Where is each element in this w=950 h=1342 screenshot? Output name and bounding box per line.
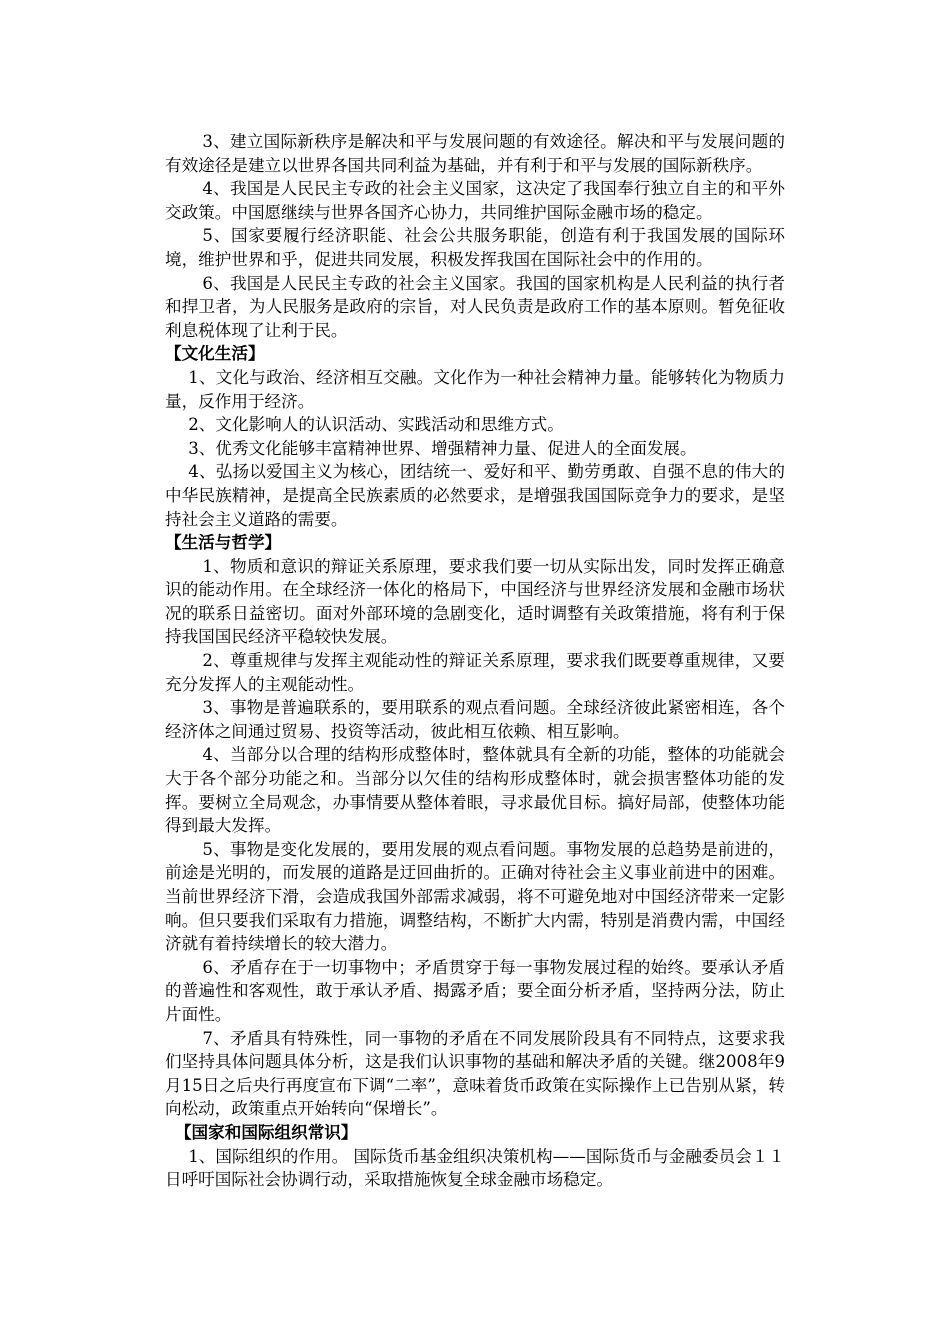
paragraph: 4、我国是人民民主专政的社会主义国家，这决定了我国奉行独立自主的和平外交政策。中国愿继续与世界各国齐心协力，共同维护国际金融市场的稳定。 xyxy=(165,179,785,222)
paragraph: 2、尊重规律与发挥主观能动性的辩证关系原理，要求我们既要尊重规律，又要充分发挥人的主观能动性。 xyxy=(165,651,785,694)
section-international-organizations xyxy=(165,1121,785,1192)
section-politics xyxy=(165,130,785,342)
paragraph: 7、矛盾具有特殊性，同一事物的矛盾在不同发展阶段具有不同特点，这要求我们坚持具体问题具体分析，这是我们认识事物的基础和解决矛盾的关键。继2008年9月15日之后央行再度宣布下调“二率”，意味着货币政策在实际操作上已告别从紧，转向松动，政策重点开始转向“保增长”。 xyxy=(165,1028,785,1119)
paragraph: 3、建立国际新秩序是解决和平与发展问题的有效途径。解决和平与发展问题的有效途径是建立以世界各国共同利益为基础，并有利于和平与发展的国际新秩序。 xyxy=(165,132,785,175)
paragraph: 1、文化与政治、经济相互交融。文化作为一种社会精神力量。能够转化为物质力量，反作用于经济。 xyxy=(165,367,785,411)
section-heading: 【文化生活】 xyxy=(165,343,265,364)
paragraph: 4、弘扬以爱国主义为核心，团结统一、爱好和平、勤劳勇敢、自强不息的伟大的中华民族精神，是提高全民族素质的必然要求，是增强我国国际竞争力的要求，是坚持社会主义道路的需要。 xyxy=(165,462,785,529)
section-philosophy xyxy=(165,531,785,1121)
paragraph: 2、文化影响人的认识活动、实践活动和思维方式。 xyxy=(188,415,564,435)
paragraph: 5、国家要履行经济职能、社会公共服务职能，创造有利于我国发展的国际环境，维护世界和乎，促进共同发展，积极发挥我国在国际社会中的作用的。 xyxy=(165,226,785,269)
paragraph: 3、优秀文化能够丰富精神世界、增强精神力量、促进人的全面发展。 xyxy=(188,438,697,458)
paragraph: 6、矛盾存在于一切事物中；矛盾贯穿于每一事物发展过程的始终。要承认矛盾的普遍性和客观性，敢于承认矛盾、揭露矛盾；要全面分析矛盾，坚持两分法，防止片面性。 xyxy=(165,957,785,1024)
paragraph: 1、物质和意识的辩证关系原理，要求我们要一切从实际出发，同时发挥正确意识的能动作用。在全球经济一体化的格局下，中国经济与世界经济发展和金融市场状况的联系日益密切。面对外部环境的急剧变化，适时调整有关政策措施，将有利于保持我国国民经济平稳较快发展。 xyxy=(165,556,785,647)
paragraph: 6、我国是人民民主专政的社会主义国家。我国的国家机构是人民利益的执行者和捍卫者，为人民服务是政府的宗旨，对人民负责是政府工作的基本原则。暂免征收利息税体现了让利于民。 xyxy=(165,273,785,340)
section-culture xyxy=(165,342,785,531)
section-heading: 【国家和国际组织常识】 xyxy=(174,1121,358,1142)
paragraph: 4、当部分以合理的结构形成整体时，整体就具有全新的功能，整体的功能就会大于各个部分功能之和。当部分以欠佳的结构形成整体时，就会损害整体功能的发挥。要树立全局观念，办事情要从整体着眼，寻求最优目标。搞好局部，使整体功能得到最大发挥。 xyxy=(165,745,785,836)
section-heading: 【生活与哲学】 xyxy=(165,532,282,553)
document-page xyxy=(165,130,785,1192)
paragraph: 1、国际组织的作用。 国际货币基金组织决策机构——国际货币与金融委员会１１日呼吁国际社会协调行动，采取措施恢复全球金融市场稳定。 xyxy=(165,1146,785,1190)
paragraph: 5、事物是变化发展的，要用发展的观点看问题。事物发展的总趋势是前进的，前途是光明的，而发展的道路是迂回曲折的。正确对待社会主义事业前进中的困难。当前世界经济下滑，会造成我国外部需求减弱，将不可避免地对中国经济带来一定影响。但只要我们采取有力措施，调整结构，不断扩大内需，特别是消费内需，中国经济就有着持续增长的较大潜力。 xyxy=(165,839,785,954)
paragraph: 3、事物是普遍联系的，要用联系的观点看问题。全球经济彼此紧密相连，各个经济体之间通过贸易、投资等活动，彼此相互依赖、相互影响。 xyxy=(165,698,785,741)
